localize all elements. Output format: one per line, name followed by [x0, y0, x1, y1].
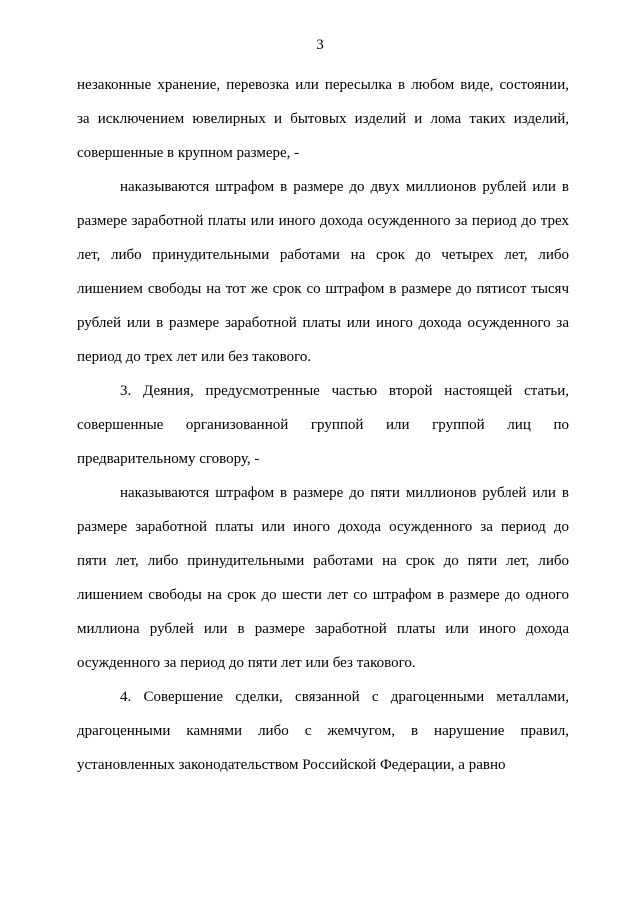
- paragraph-p4: [77, 481, 569, 685]
- text-line: незаконные хранение, перевозка или пересылка в любом виде, состоянии,: [77, 77, 569, 93]
- text-line: период до трех лет или без такового.: [77, 349, 312, 365]
- page-number: 3: [316, 37, 324, 53]
- paragraph-p2: [77, 175, 569, 379]
- text-line: 4. Совершение сделки, связанной с драгоценными металлами,: [120, 689, 569, 705]
- text-line: осужденного за период до пяти лет или без такового.: [77, 655, 416, 671]
- text-line: рублей или в размере заработной платы или иного дохода осужденного за: [77, 315, 569, 331]
- text-line: пяти лет, либо принудительными работами на срок до пяти лет, либо: [77, 553, 569, 569]
- text-line: лишением свободы на тот же срок со штрафом в размере до пятисот тысяч: [77, 281, 569, 297]
- text-line: наказываются штрафом в размере до двух миллионов рублей или в: [120, 179, 569, 195]
- text-line: лет, либо принудительными работами на срок до четырех лет, либо: [77, 247, 569, 263]
- paragraph-p3: [77, 379, 569, 481]
- text-line: установленных законодательством Российской Федерации, а равно: [77, 757, 506, 773]
- text-line: совершенные организованной группой или группой лиц по: [77, 417, 569, 433]
- text-line: предварительному сговору, -: [77, 451, 260, 467]
- text-line: совершенные в крупном размере, -: [77, 145, 300, 161]
- text-line: лишением свободы на срок до шести лет со штрафом в размере до одного: [77, 587, 569, 603]
- paragraph-p5: [77, 685, 569, 787]
- document-body: [77, 73, 569, 787]
- text-line: драгоценными камнями либо с жемчугом, в нарушение правил,: [77, 723, 569, 739]
- text-line: наказываются штрафом в размере до пяти миллионов рублей или в: [120, 485, 569, 501]
- text-line: миллиона рублей или в размере заработной платы или иного дохода: [77, 621, 569, 637]
- paragraph-p1: [77, 73, 569, 175]
- text-line: размере заработной платы или иного дохода осужденного за период до: [77, 519, 569, 535]
- text-line: размере заработной платы или иного дохода осужденного за период до трех: [77, 213, 569, 229]
- text-line: 3. Деяния, предусмотренные частью второй настоящей статьи,: [120, 383, 569, 399]
- text-line: за исключением ювелирных и бытовых изделий и лома таких изделий,: [77, 111, 569, 127]
